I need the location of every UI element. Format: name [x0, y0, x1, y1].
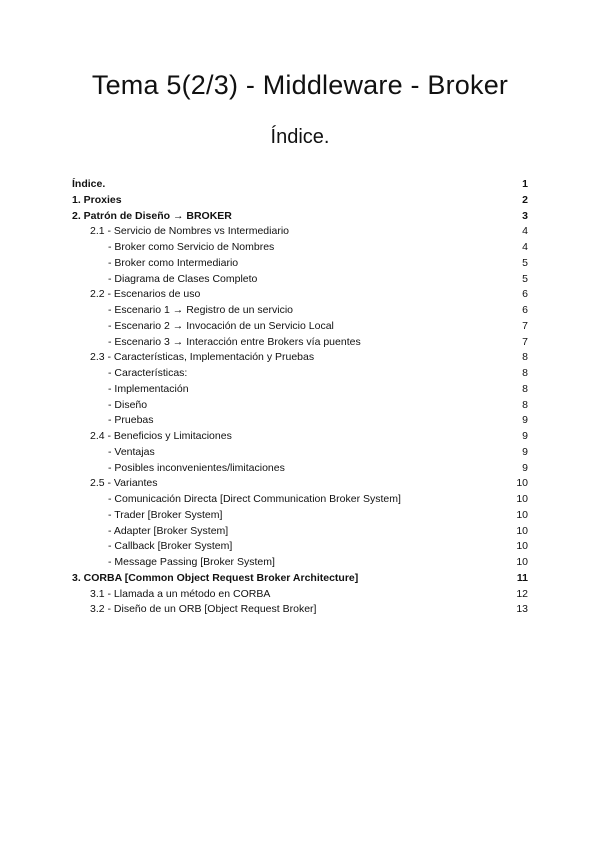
toc-entry-text: - Escenario 3 → Interacción entre Brokers vía puentes: [108, 335, 361, 348]
toc-entry-page-number: 2: [522, 193, 528, 206]
toc-entry-text: - Trader [Broker System]: [108, 508, 223, 521]
toc-entry-text: 2.5 - Variantes: [90, 477, 158, 490]
toc-entry[interactable]: [72, 240, 528, 256]
toc-entry-text: - Pruebas: [108, 414, 154, 427]
toc-entry[interactable]: [72, 429, 528, 445]
toc-entry-text: Índice.: [72, 178, 106, 190]
toc-entry-text: - Implementación: [108, 382, 189, 395]
toc-entry-page-number: 12: [516, 587, 528, 600]
toc-entry-page-number: 10: [516, 556, 528, 568]
toc-entry-page-number: 6: [522, 288, 528, 301]
toc-entry-text: - Comunicación Directa [Direct Communication Broker System]: [108, 493, 401, 505]
toc-entry[interactable]: [72, 303, 528, 319]
toc-entry[interactable]: [72, 555, 528, 571]
toc-entry-page-number: 13: [516, 603, 528, 616]
toc-entry[interactable]: [72, 366, 528, 382]
toc-entry-text: - Message Passing [Broker System]: [108, 556, 275, 568]
toc-entry-text: 2.1 - Servicio de Nombres vs Intermediario: [90, 225, 289, 238]
toc-entry[interactable]: [72, 256, 528, 272]
toc-entry-text: - Diseño: [108, 398, 148, 411]
toc-entry[interactable]: [72, 193, 528, 209]
toc-entry-page-number: 9: [522, 445, 528, 458]
toc-entry[interactable]: [72, 461, 528, 477]
toc-entry-page-number: 4: [522, 241, 528, 253]
toc-entry-page-number: 6: [522, 304, 528, 316]
toc-entry-text: - Características:: [108, 367, 188, 379]
toc-entry-page-number: 8: [522, 382, 528, 395]
toc-entry[interactable]: [72, 209, 528, 225]
toc-entry[interactable]: [72, 445, 528, 461]
table-of-contents: [72, 177, 528, 618]
toc-entry-text: 2.3 - Características, Implementación y Pruebas: [90, 351, 315, 364]
toc-entry[interactable]: [72, 413, 528, 429]
toc-entry-text: 2. Patrón de Diseño → BROKER: [72, 209, 232, 222]
toc-entry-text: 3.1 - Llamada a un método en CORBA: [90, 587, 271, 600]
toc-entry[interactable]: [72, 382, 528, 398]
toc-entry-text: - Broker como Intermediario: [108, 256, 239, 269]
toc-entry[interactable]: [72, 602, 528, 618]
toc-entry-page-number: 5: [522, 256, 528, 269]
toc-entry[interactable]: [72, 224, 528, 240]
toc-entry-page-number: 7: [522, 319, 528, 332]
toc-entry-page-number: 3: [522, 209, 528, 222]
toc-entry[interactable]: [72, 287, 528, 303]
toc-entry-page-number: 10: [516, 508, 528, 521]
toc-entry[interactable]: [72, 398, 528, 414]
toc-entry-text: 3.2 - Diseño de un ORB [Object Request Broker]: [90, 603, 317, 616]
toc-entry-page-number: 10: [516, 524, 528, 537]
toc-entry-page-number: 9: [522, 461, 528, 474]
toc-entry-page-number: 7: [522, 335, 528, 348]
toc-entry-text: - Broker como Servicio de Nombres: [108, 241, 275, 253]
toc-entry-page-number: 9: [522, 414, 528, 427]
toc-entry-page-number: 8: [522, 351, 528, 364]
toc-entry-text: 1. Proxies: [72, 193, 122, 206]
toc-entry[interactable]: [72, 524, 528, 540]
toc-entry-text: 3. CORBA [Common Object Request Broker Architecture]: [72, 571, 359, 584]
toc-entry[interactable]: [72, 350, 528, 366]
toc-entry[interactable]: [72, 476, 528, 492]
toc-entry-page-number: 10: [516, 493, 528, 505]
toc-entry-page-number: 10: [516, 540, 528, 553]
document-subtitle: Índice.: [270, 126, 330, 148]
toc-entry-page-number: 1: [522, 178, 528, 190]
document-title: Tema 5(2/3) - Middleware - Broker: [91, 70, 509, 100]
toc-entry[interactable]: [72, 571, 528, 587]
toc-entry-text: 2.2 - Escenarios de uso: [90, 288, 201, 301]
toc-entry-text: - Diagrama de Clases Completo: [108, 272, 258, 285]
toc-entry[interactable]: [72, 335, 528, 351]
toc-entry-text: - Escenario 1 → Registro de un servicio: [108, 304, 293, 316]
toc-entry-text: - Posibles inconvenientes/limitaciones: [108, 461, 285, 474]
toc-entry-text: - Escenario 2 → Invocación de un Servicio Local: [108, 319, 334, 332]
toc-entry-page-number: 5: [522, 272, 528, 285]
toc-entry-page-number: 9: [522, 430, 528, 442]
toc-entry[interactable]: [72, 492, 528, 508]
toc-entry[interactable]: [72, 272, 528, 288]
toc-entry-text: - Callback [Broker System]: [108, 540, 233, 553]
toc-entry-text: - Ventajas: [108, 445, 155, 458]
toc-entry-text: 2.4 - Beneficios y Limitaciones: [90, 430, 232, 442]
toc-entry-text: - Adapter [Broker System]: [108, 524, 229, 537]
toc-entry[interactable]: [72, 539, 528, 555]
toc-entry-page-number: 4: [522, 225, 528, 238]
toc-entry[interactable]: [72, 508, 528, 524]
toc-entry-page-number: 8: [522, 398, 528, 411]
toc-entry[interactable]: [72, 177, 528, 193]
toc-entry[interactable]: [72, 587, 528, 603]
toc-entry-page-number: 11: [516, 571, 528, 584]
toc-entry[interactable]: [72, 319, 528, 335]
toc-entry-page-number: 8: [522, 367, 528, 379]
toc-entry-page-number: 10: [516, 477, 528, 490]
